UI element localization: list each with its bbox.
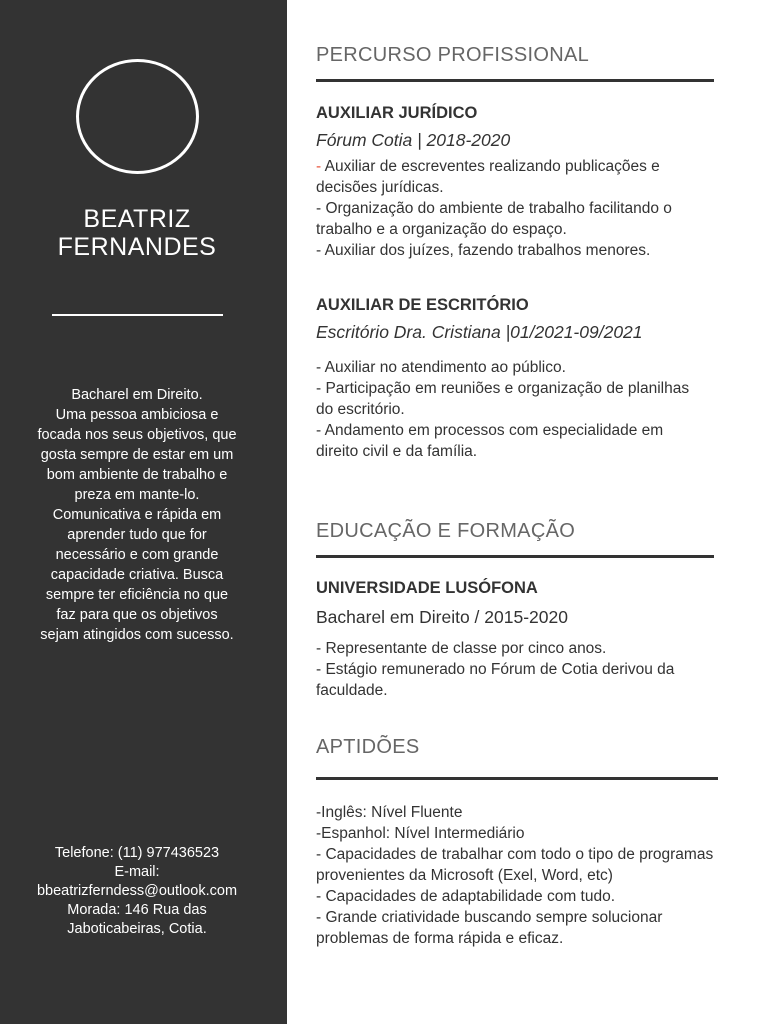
skill-line: -Inglês: Nível Fluente	[316, 804, 463, 821]
job-line: - Andamento em processos com especialidade em	[316, 422, 664, 439]
profile-line: aprender tudo que for	[67, 527, 207, 543]
profile-line: sejam atingidos com sucesso.	[40, 627, 234, 643]
name-first: BEATRIZ	[83, 205, 191, 233]
skill-line: -Espanhol: Nível Intermediário	[316, 825, 525, 842]
skill-line: - Grande criatividade buscando sempre solucionar	[316, 909, 663, 926]
job-line: decisões jurídicas.	[316, 179, 444, 196]
job-subtitle: Fórum Cotia | 2018-2020	[316, 130, 511, 150]
job-line: do escritório.	[316, 401, 405, 418]
contact-address: Morada: 146 Rua das	[67, 902, 207, 918]
section-rule	[316, 777, 718, 780]
skill-line: - Capacidades de trabalhar com todo o tipo de programas	[316, 846, 714, 863]
profile-line: gosta sempre de estar em um	[40, 447, 234, 463]
education-line: - Estágio remunerado no Fórum de Cotia derivou da	[316, 661, 675, 678]
profile-line: sempre ter eficiência no que	[45, 587, 229, 603]
job-line: - Auxiliar no atendimento ao público.	[316, 359, 566, 376]
job-line: direito civil e da família.	[316, 443, 478, 460]
profile-line: Bacharel em Direito.	[71, 387, 203, 403]
job-title: AUXILIAR DE ESCRITÓRIO	[316, 296, 529, 314]
job-line: - Organização do ambiente de trabalho facilitando o	[316, 200, 672, 217]
contact-email: bbeatrizferndess@outlook.com	[36, 883, 238, 899]
education-line: faculdade.	[316, 682, 388, 699]
main-content	[316, 0, 756, 1024]
job-line: trabalho e a organização do espaço.	[316, 221, 567, 238]
contact-address: Jaboticabeiras, Cotia.	[67, 921, 207, 937]
job-title: AUXILIAR JURÍDICO	[316, 104, 478, 122]
job-line: - Auxiliar dos juízes, fazendo trabalhos menores.	[316, 242, 651, 259]
profile-line: Uma pessoa ambiciosa e	[55, 407, 219, 423]
contact-email-label: E-mail:	[114, 864, 160, 880]
profile-line: bom ambiente de trabalho e	[46, 467, 228, 483]
degree: Bacharel em Direito / 2015-2020	[316, 607, 568, 627]
profile-line: capacidade criativa. Busca	[50, 567, 224, 583]
section-rule	[316, 79, 714, 82]
sidebar	[0, 0, 287, 1024]
accent-dash: -	[316, 158, 322, 175]
section-title-experience: PERCURSO PROFISSIONAL	[316, 44, 590, 66]
profile-line: focada nos seus objetivos, que	[37, 427, 237, 443]
skill-line: problemas de forma rápida e eficaz.	[316, 930, 564, 947]
section-title-education: EDUCAÇÃO E FORMAÇÃO	[316, 520, 576, 542]
profile-line: preza em mante-lo.	[74, 487, 200, 503]
profile-line: necessário e com grande	[55, 547, 219, 563]
section-rule	[316, 555, 714, 558]
job-line: - Participação em reuniões e organização de planilhas	[316, 380, 690, 397]
avatar	[76, 59, 199, 174]
name-last: FERNANDES	[57, 233, 217, 261]
skill-line: provenientes da Microsoft (Exel, Word, etc)	[316, 867, 613, 884]
divider	[52, 314, 223, 316]
education-line: - Representante de classe por cinco anos.	[316, 640, 607, 657]
section-title-skills: APTIDÕES	[316, 736, 420, 758]
profile-line: faz para que os objetivos	[56, 607, 218, 623]
skill-line: - Capacidades de adaptabilidade com tudo.	[316, 888, 616, 905]
job-line-text: Auxiliar de escreventes realizando publicações e	[321, 158, 660, 175]
job-line	[316, 156, 660, 177]
school-name: UNIVERSIDADE LUSÓFONA	[316, 579, 538, 597]
contact-phone: Telefone: (11) 977436523	[54, 845, 220, 861]
job-subtitle: Escritório Dra. Cristiana |01/2021-09/2021	[316, 322, 643, 342]
profile-line: Comunicativa e rápida em	[52, 507, 222, 523]
